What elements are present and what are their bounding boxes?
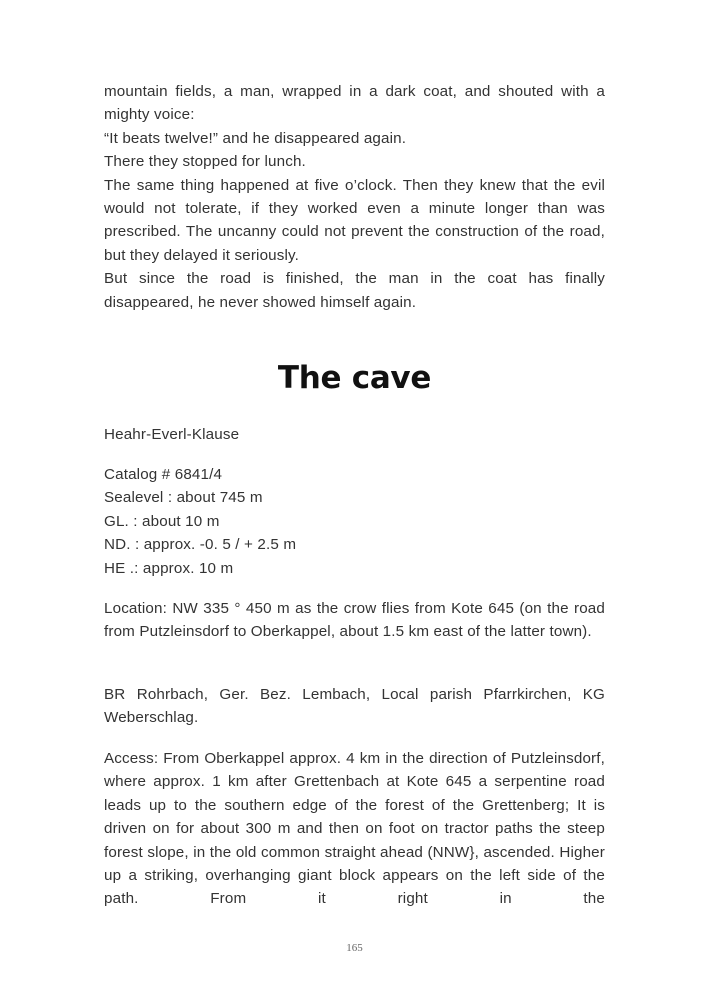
- catalog-line: ND. : approx. -0. 5 / + 2.5 m: [104, 536, 297, 554]
- cave-name-text: Heahr-Everl-Klause: [104, 426, 240, 443]
- catalog-line: Catalog # 6841/4: [104, 466, 223, 483]
- cave-name: [104, 423, 605, 446]
- district-paragraph: [104, 683, 605, 730]
- paragraph: “It beats twelve!” and he disappeared again.: [104, 129, 407, 147]
- paragraph: There they stopped for lunch.: [104, 153, 306, 171]
- section-heading: The cave: [277, 360, 432, 396]
- paragraph: The same thing happened at five o’clock. Then they knew that the evil would not tolerate, if they worked even a minute longer than was prescribed. The uncanny could not prevent the construction of the road, but they delayed it seriously.: [104, 176, 605, 264]
- district-text: BR Rohrbach, Ger. Bez. Lembach, Local parish Pfarrkirchen, KG Weberschlag.: [104, 686, 605, 727]
- paragraph: But since the road is finished, the man in the coat has finally disappeared, he never showed himself again.: [104, 270, 605, 311]
- catalog-block: [104, 463, 605, 580]
- catalog-line: Sealevel : about 745 m: [104, 489, 263, 507]
- catalog-line: GL. : about 10 m: [104, 512, 220, 530]
- access-paragraph: [104, 747, 605, 911]
- location-text: Location: NW 335 ° 450 m as the crow flies from Kote 645 (on the road from Putzleinsdorf to Oberkappel, about 1.5 km east of the latter town).: [104, 600, 605, 641]
- access-text: Access: From Oberkappel approx. 4 km in the direction of Putzleinsdorf, where approx. 1 km after Grettenbach at Kote 645 a serpentine road leads up to the southern edge of the forest of the Grettenberg; It is driven on for about 300 m and then on foot on tractor paths the steep forest slope, in the old common straight ahead (NNW}, ascended. Higher up a striking, overhanging giant block appears on the left side of the path. From it right in the: [104, 750, 605, 908]
- intro-text: [104, 80, 605, 314]
- catalog-line: HE .: approx. 10 m: [104, 559, 234, 577]
- paragraph: mountain fields, a man, wrapped in a dark coat, and shouted with a mighty voice:: [104, 83, 605, 124]
- location-paragraph: [104, 597, 605, 644]
- page-number: 165: [346, 942, 363, 954]
